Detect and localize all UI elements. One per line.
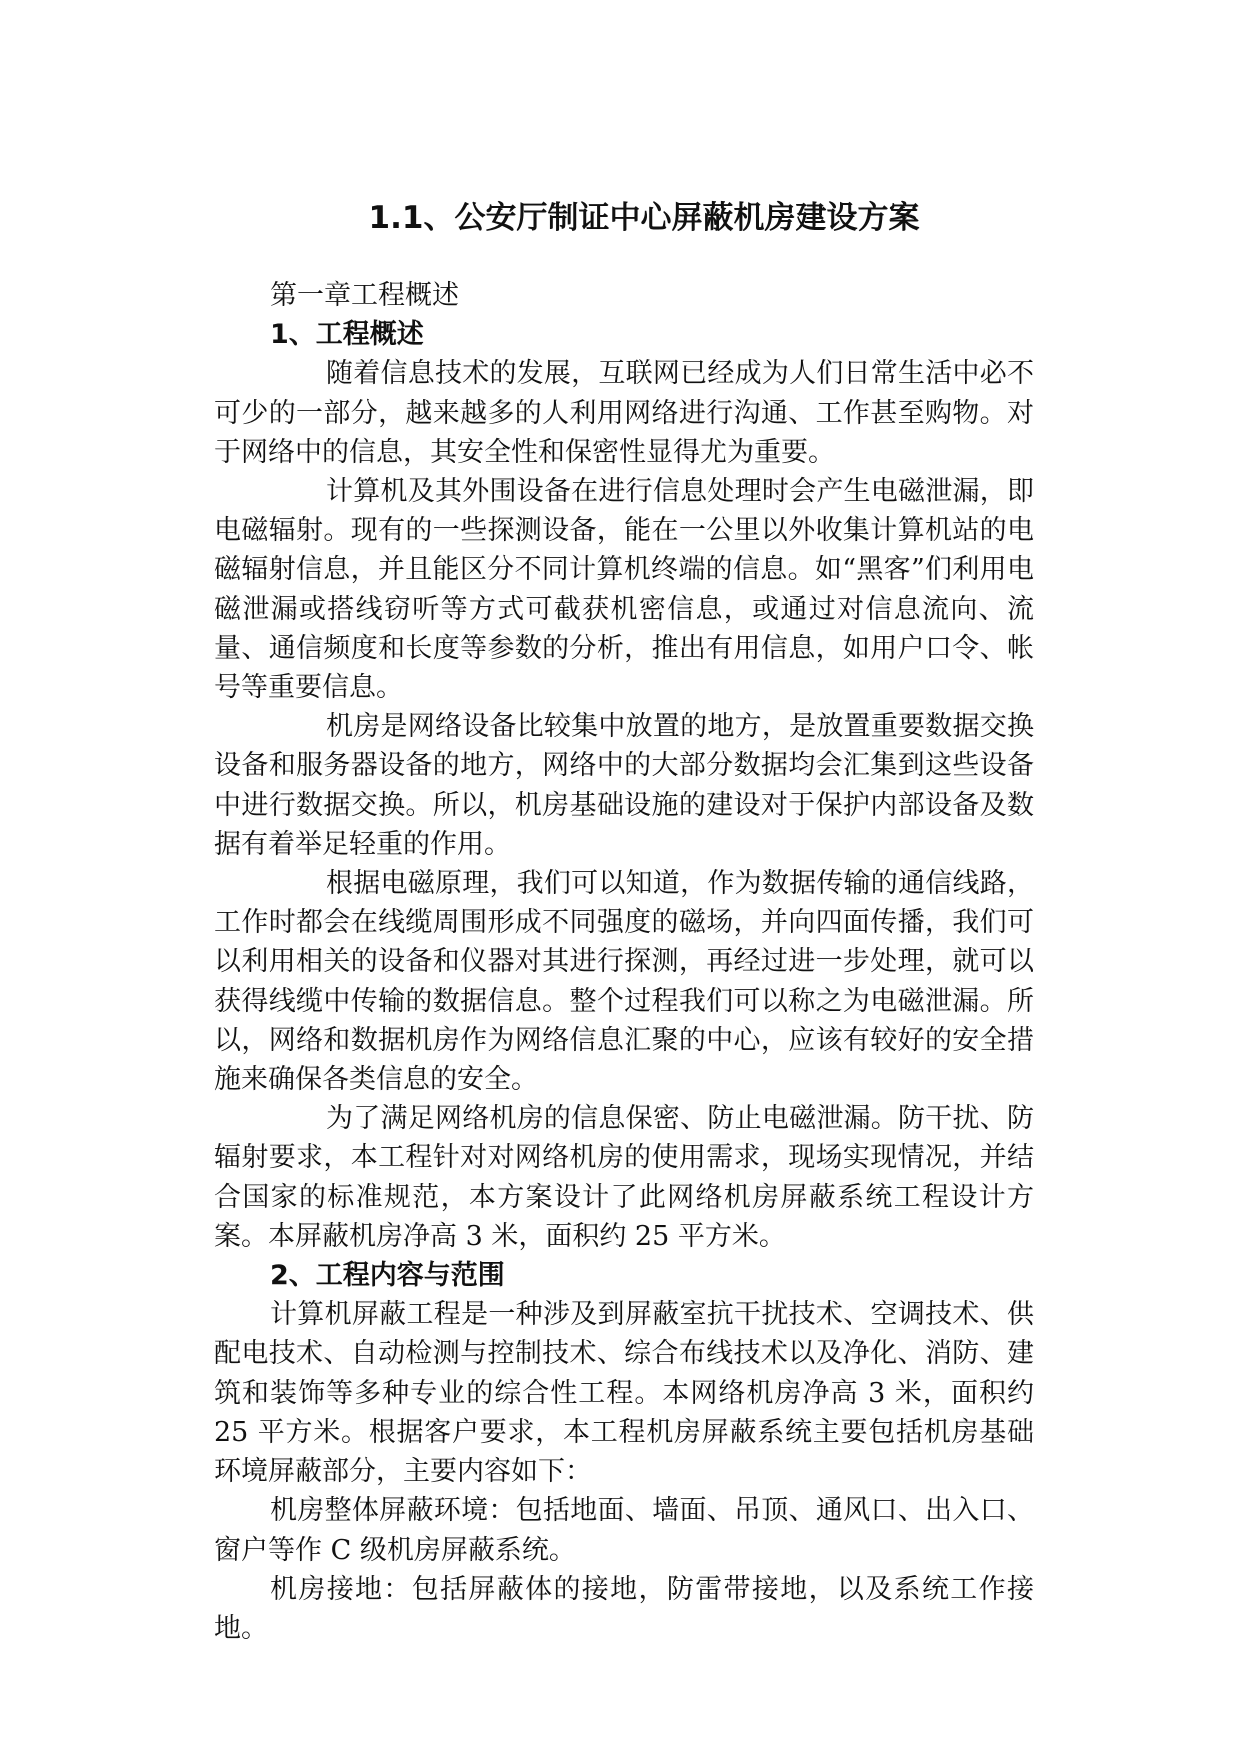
chapter-heading: 第一章工程概述 — [270, 280, 459, 311]
document-body — [214, 276, 1034, 1648]
paragraph: 机房是网络设备比较集中放置的地方，是放置重要数据交换设备和服务器设备的地方，网络中的大部分数据均会汇集到这些设备中进行数据交换。所以，机房基础设施的建设对于保护内部设备及数据有着举足轻重的作用。 — [214, 711, 1034, 860]
paragraph: 机房接地：包括屏蔽体的接地，防雷带接地，以及系统工作接地。 — [214, 1573, 1034, 1644]
paragraph: 机房整体屏蔽环境：包括地面、墙面、吊顶、通风口、出入口、窗户等作 C 级机房屏蔽系统。 — [214, 1495, 1034, 1566]
paragraph: 根据电磁原理，我们可以知道，作为数据传输的通信线路，工作时都会在线缆周围形成不同强度的磁场，并向四面传播，我们可以利用相关的设备和仪器对其进行探测，再经过进一步处理，就可以获得线缆中传输的数据信息。整个过程我们可以称之为电磁泄漏。所以，网络和数据机房作为网络信息汇聚的中心，应该有较好的安全措施来确保各类信息的安全。 — [214, 868, 1034, 1096]
paragraph: 为了满足网络机房的信息保密、防止电磁泄漏。防干扰、防辐射要求，本工程针对对网络机房的使用需求，现场实现情况，并结合国家的标准规范，本方案设计了此网络机房屏蔽系统工程设计方案。本屏蔽机房净高 3 米，面积约 25 平方米。 — [214, 1103, 1034, 1252]
section-heading-scope: 2、工程内容与范围 — [270, 1260, 505, 1292]
paragraph: 计算机及其外围设备在进行信息处理时会产生电磁泄漏，即电磁辐射。现有的一些探测设备，能在一公里以外收集计算机站的电磁辐射信息，并且能区分不同计算机终端的信息。如“黑客”们利用电磁泄漏或搭线窃听等方式可截获机密信息，或通过对信息流向、流量、通信频度和长度等参数的分析，推出有用信息，如用户口令、帐号等重要信息。 — [214, 476, 1034, 704]
section-heading-overview: 1、工程概述 — [270, 319, 424, 351]
paragraph: 随着信息技术的发展，互联网已经成为人们日常生活中必不可少的一部分，越来越多的人利用网络进行沟通、工作甚至购物。对于网络中的信息，其安全性和保密性显得尤为重要。 — [214, 358, 1034, 468]
document-title: 1.1、公安厅制证中心屏蔽机房建设方案 — [368, 200, 920, 236]
paragraph: 计算机屏蔽工程是一种涉及到屏蔽室抗干扰技术、空调技术、供配电技术、自动检测与控制技术、综合布线技术以及净化、消防、建筑和装饰等多种专业的综合性工程。本网络机房净高 3 米，面积约 25 平方米。根据客户要求，本工程机房屏蔽系统主要包括机房基础环境屏蔽部分，主要内容如下： — [214, 1299, 1034, 1488]
